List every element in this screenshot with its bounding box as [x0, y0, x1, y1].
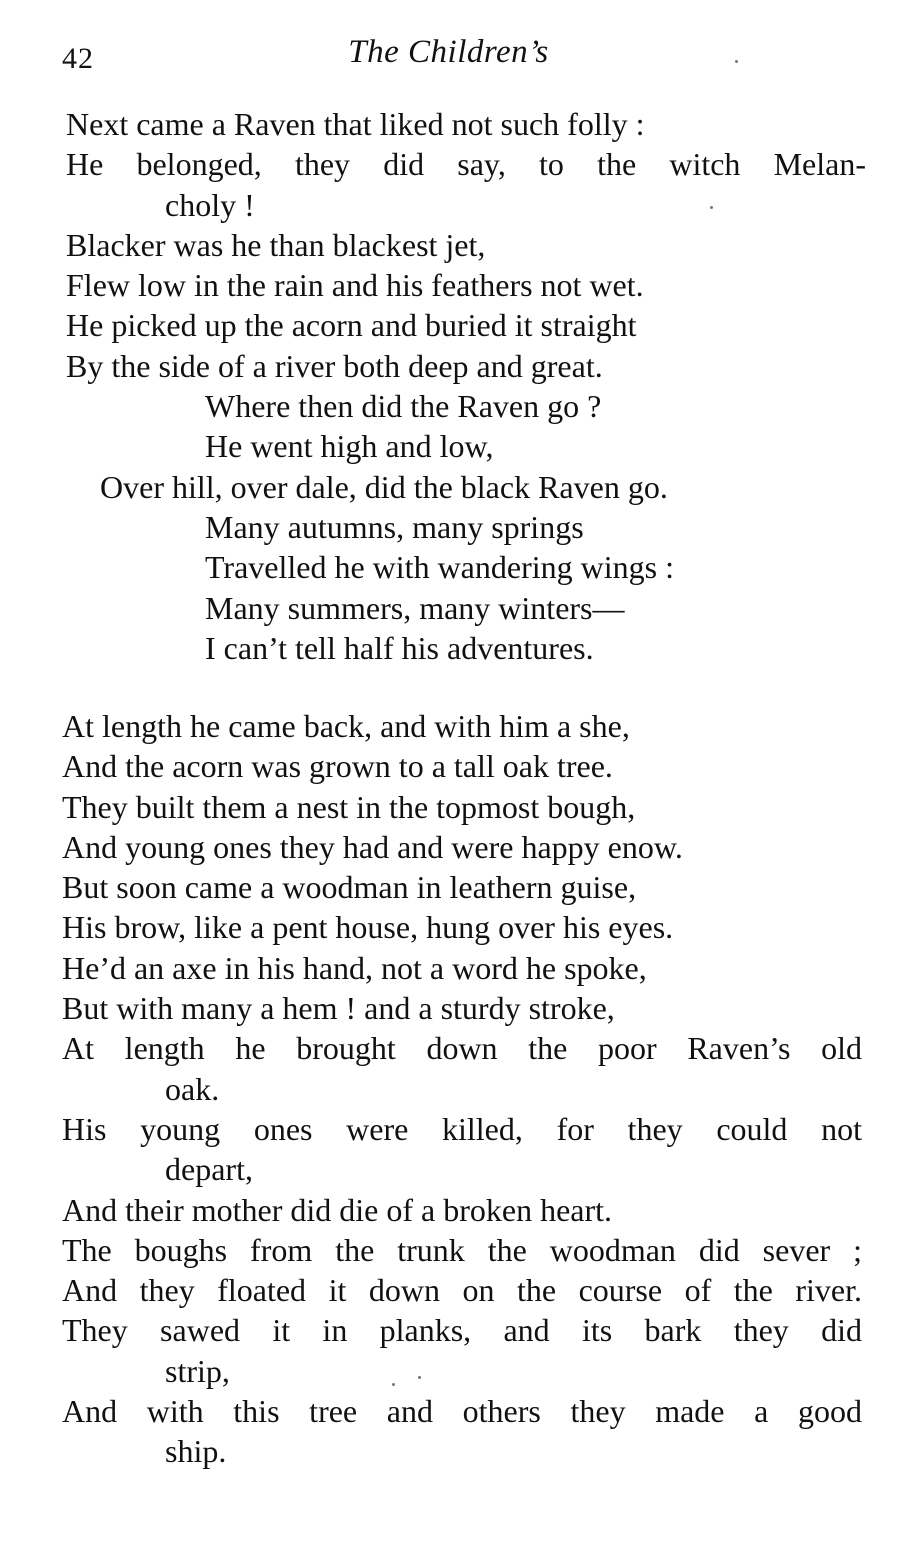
- poem-line: He’d an axe in his hand, not a word he spoke,: [62, 949, 647, 986]
- page-header: [0, 34, 897, 74]
- poem-line: His young ones were killed, for they could not: [62, 1110, 862, 1147]
- poem-line: But soon came a woodman in leathern guise,: [62, 869, 637, 906]
- poem-line: He picked up the acorn and buried it straight: [66, 307, 637, 344]
- poem-line-indented: I can’t tell half his adventures.: [205, 629, 594, 666]
- poem-line-indented: Many summers, many winters—: [205, 589, 625, 626]
- poem-line: By the side of a river both deep and great.: [66, 347, 603, 384]
- poem-line: And with this tree and others they made a good: [62, 1393, 862, 1430]
- poem-line: They built them a nest in the topmost bough,: [62, 788, 636, 825]
- poem-line-indented: Travelled he with wandering wings :: [205, 549, 674, 586]
- poem-line-indented: Over hill, over dale, did the black Raven go.: [100, 468, 668, 505]
- poem-line: And their mother did die of a broken heart.: [62, 1191, 613, 1228]
- poem-line: And they floated it down on the course of the river.: [62, 1272, 862, 1309]
- poem-line: At length he came back, and with him a she,: [62, 708, 630, 744]
- poem-line: And young ones they had and were happy enow.: [62, 828, 683, 865]
- poem-line: The boughs from the trunk the woodman did sever ;: [62, 1231, 862, 1268]
- stanza-1: [0, 104, 897, 668]
- poem-line-turnover: strip,: [165, 1352, 230, 1389]
- poem-line: But with many a hem ! and a sturdy stroke,: [62, 990, 615, 1027]
- poem-line-turnover: depart,: [165, 1151, 253, 1188]
- poem-line: At length he brought down the poor Raven’s old: [62, 1030, 862, 1067]
- scan-speck: [710, 206, 713, 209]
- poem-line: Next came a Raven that liked not such folly :: [66, 106, 645, 142]
- poem-line-turnover: choly !: [165, 186, 255, 223]
- running-title: The Children’s: [348, 34, 549, 70]
- page-number: 42: [62, 42, 94, 75]
- scan-speck: [418, 1376, 421, 1379]
- poem-line: And the acorn was grown to a tall oak tree.: [62, 748, 613, 785]
- stanza-2: [0, 706, 897, 1472]
- poem-line-turnover: ship.: [165, 1433, 227, 1470]
- poem-line: Flew low in the rain and his feathers not wet.: [66, 267, 644, 304]
- poem-line-indented: Many autumns, many springs: [205, 508, 584, 545]
- poem-line: His brow, like a pent house, hung over his eyes.: [62, 909, 674, 946]
- poem-line-turnover: oak.: [165, 1070, 220, 1107]
- scan-speck: [392, 1383, 395, 1386]
- poem-line: They sawed it in planks, and its bark they did: [62, 1312, 862, 1349]
- scan-speck: [735, 60, 738, 63]
- poem-line-indented: He went high and low,: [205, 428, 494, 465]
- poem-line: He belonged, they did say, to the witch Melan-: [66, 146, 866, 183]
- poem-line: Blacker was he than blackest jet,: [66, 226, 486, 263]
- poem-line-indented: Where then did the Raven go ?: [205, 388, 602, 425]
